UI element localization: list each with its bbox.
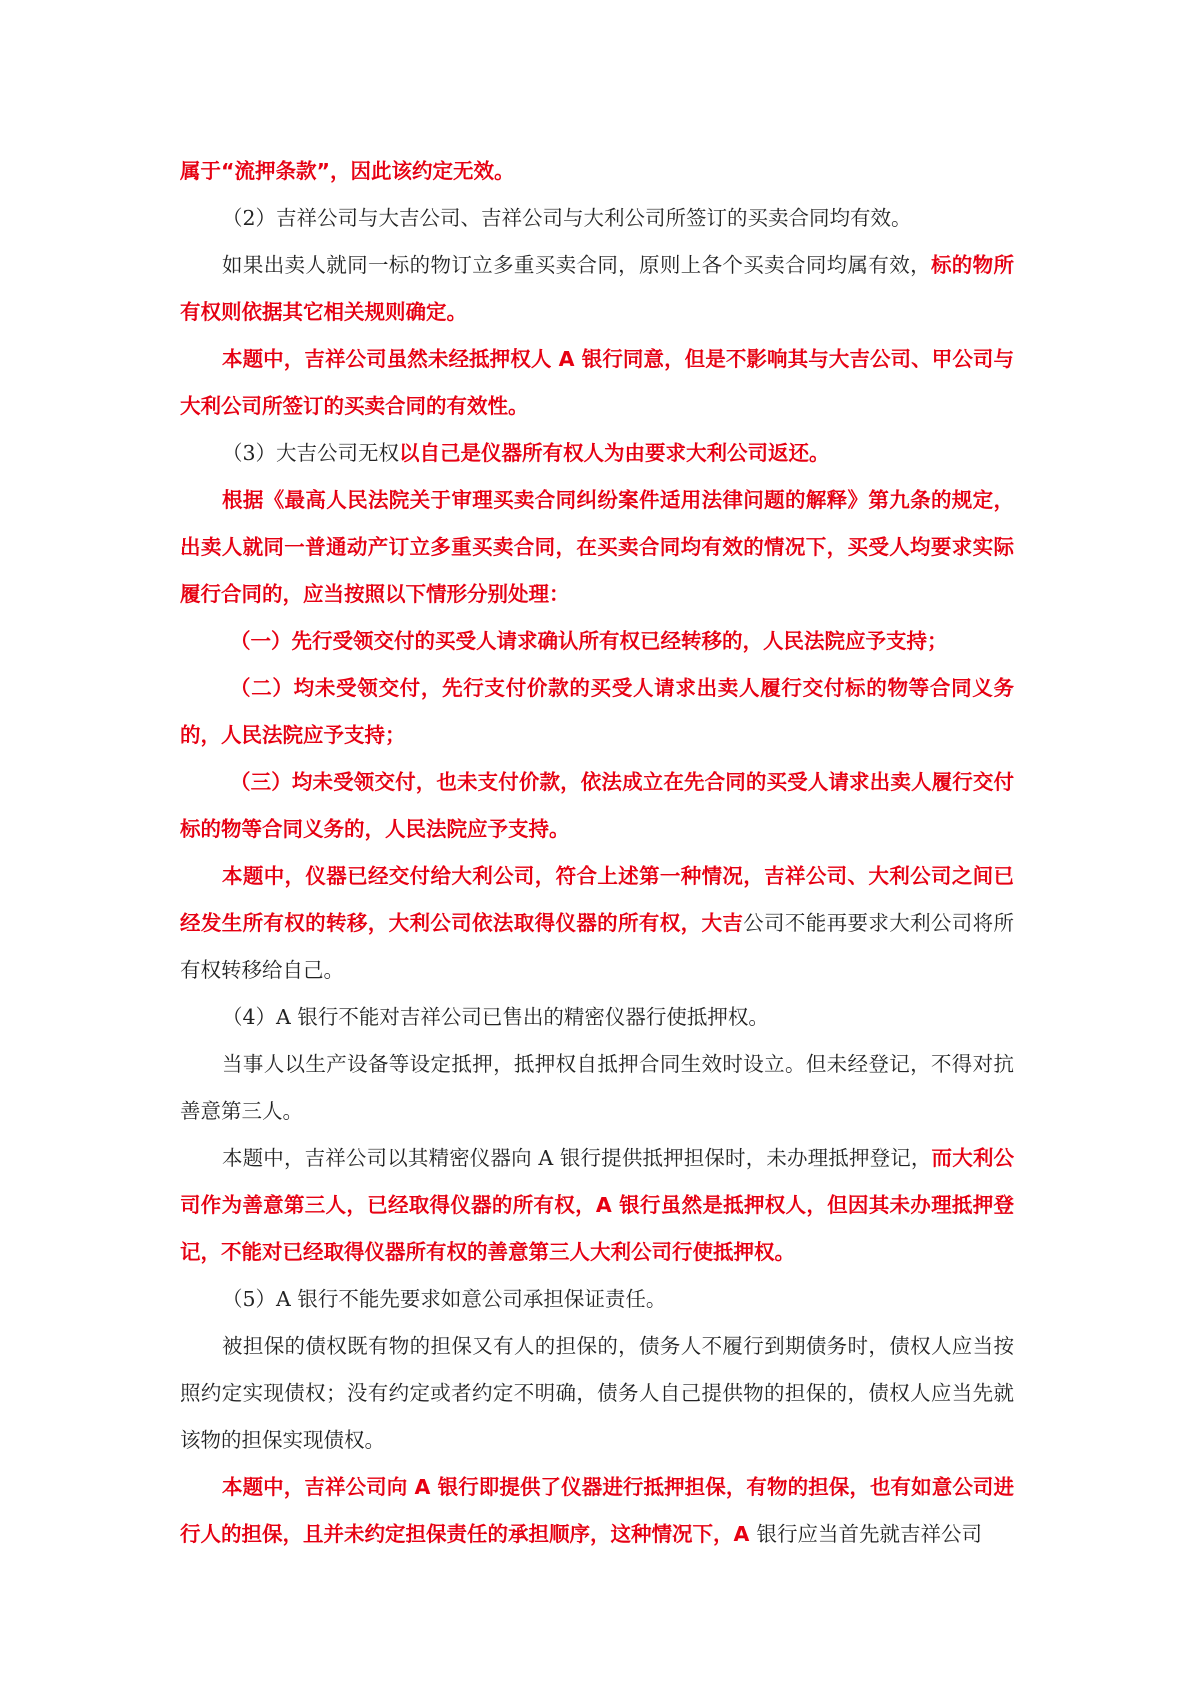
text-segment: 标的物所有权则依据其它相关规则确定。 bbox=[180, 253, 1015, 324]
text-segment: （4）A 银行不能对吉祥公司已售出的精密仪器行使抵押权。 bbox=[222, 1005, 769, 1029]
text-segment: （3）大吉公司无权 bbox=[222, 441, 400, 465]
text-segment: （三）均未受领交付，也未支付价款，依法成立在先合同的买受人请求出卖人履行交付标的物等合同义务的，人民法院应予支持。 bbox=[180, 770, 1014, 841]
paragraph-1 bbox=[180, 148, 1014, 195]
text-segment: （二）均未受领交付，先行支付价款的买受人请求出卖人履行交付标的物等合同义务的，人民法院应予支持； bbox=[180, 676, 1014, 747]
paragraph-10 bbox=[180, 853, 1014, 994]
paragraph-16 bbox=[180, 1464, 1014, 1558]
paragraph-7 bbox=[180, 618, 1014, 665]
document-body bbox=[180, 148, 1014, 1558]
paragraph-8 bbox=[180, 665, 1014, 759]
text-segment: 被担保的债权既有物的担保又有人的担保的，债务人不履行到期债务时，债权人应当按照约定实现债权；没有约定或者约定不明确，债务人自己提供物的担保的，债权人应当先就该物的担保实现债权。 bbox=[180, 1334, 1014, 1452]
text-segment: 当事人以生产设备等设定抵押，抵押权自抵押合同生效时设立。但未经登记，不得对抗善意第三人。 bbox=[180, 1052, 1014, 1123]
text-segment: （一）先行受领交付的买受人请求确认所有权已经转移的，人民法院应予支持； bbox=[230, 629, 948, 653]
text-segment: 公司不能再要求大利公司将所有权转移给自己。 bbox=[180, 911, 1015, 982]
paragraph-5 bbox=[180, 430, 1014, 477]
paragraph-2 bbox=[180, 195, 1014, 242]
text-segment: 根据《最高人民法院关于审理买卖合同纠纷案件适用法律问题的解释》第九条的规定，出卖人就同一普通动产订立多重买卖合同，在买卖合同均有效的情况下，买受人均要求实际履行合同的，应当按照以下情形分别处理： bbox=[180, 488, 1014, 606]
text-segment: （2）吉祥公司与大吉公司、吉祥公司与大利公司所签订的买卖合同均有效。 bbox=[222, 206, 912, 230]
paragraph-14 bbox=[180, 1276, 1014, 1323]
paragraph-9 bbox=[180, 759, 1014, 853]
paragraph-4 bbox=[180, 336, 1014, 430]
paragraph-13 bbox=[180, 1135, 1014, 1276]
text-segment: 属于“流押条款”，因此该约定无效。 bbox=[180, 159, 515, 183]
paragraph-11 bbox=[180, 994, 1014, 1041]
text-segment: 本题中，吉祥公司向 A 银行即提供了仪器进行抵押担保，有物的担保，也有如意公司进行人的担保，且并未约定担保责任的承担顺序，这种情况下，A bbox=[180, 1475, 1014, 1546]
text-segment: 以自己是仪器所有权人为由要求大利公司返还。 bbox=[399, 441, 830, 465]
text-segment: 如果出卖人就同一标的物订立多重买卖合同，原则上各个买卖合同均属有效， bbox=[222, 253, 931, 277]
paragraph-15 bbox=[180, 1323, 1014, 1464]
text-segment: 本题中，吉祥公司虽然未经抵押权人 A 银行同意，但是不影响其与大吉公司、甲公司与大利公司所签订的买卖合同的有效性。 bbox=[180, 347, 1014, 418]
text-segment: 本题中，吉祥公司以其精密仪器向 A 银行提供抵押担保时，未办理抵押登记， bbox=[222, 1146, 932, 1170]
paragraph-12 bbox=[180, 1041, 1014, 1135]
text-segment: 本题中，仪器已经交付给大利公司，符合上述第一种情况，吉祥公司、大利公司之间已经发生所有权的转移，大利公司依法取得仪器的所有权，大吉 bbox=[180, 864, 1014, 935]
paragraph-6 bbox=[180, 477, 1014, 618]
text-segment: （5）A 银行不能先要求如意公司承担保证责任。 bbox=[222, 1287, 667, 1311]
paragraph-3 bbox=[180, 242, 1014, 336]
text-segment: 银行应当首先就吉祥公司 bbox=[756, 1522, 983, 1546]
text-segment: 而大利公司作为善意第三人，已经取得仪器的所有权，A 银行虽然是抵押权人，但因其未办理抵押登记，不能对已经取得仪器所有权的善意第三人大利公司行使抵押权。 bbox=[180, 1146, 1014, 1264]
